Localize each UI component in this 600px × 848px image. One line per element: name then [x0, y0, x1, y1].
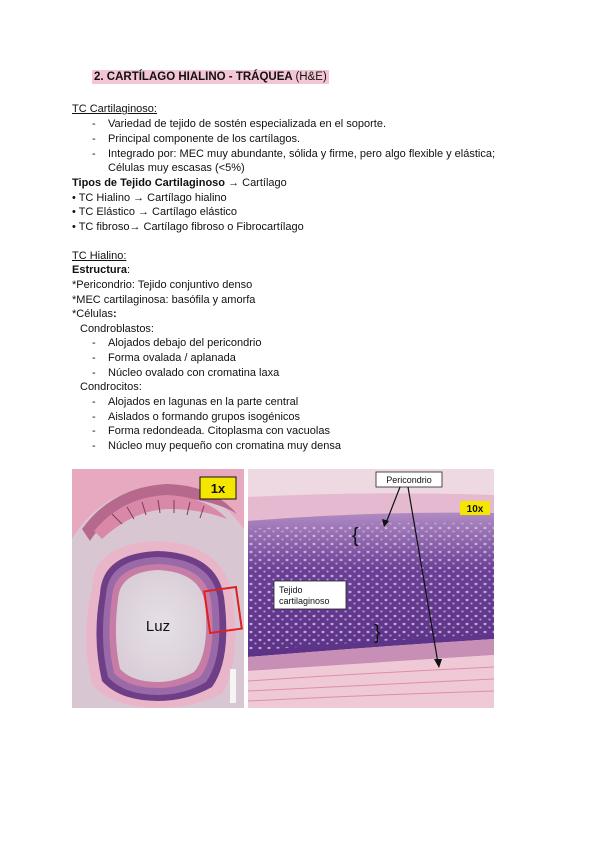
- hyaline-cartilage-micrograph-10x: [248, 469, 494, 708]
- magnification-label-10x: 10x: [466, 504, 484, 515]
- estructura-line: [72, 263, 130, 277]
- section-title-text: 2. CARTÍLAGO HIALINO - TRÁQUEA: [94, 71, 293, 83]
- list-item: Alojados debajo del pericondrio: [108, 337, 262, 349]
- condrocitos-heading: Condrocitos:: [80, 381, 142, 393]
- cartilage-micrograph-svg: [248, 469, 494, 708]
- pericondrio-label: Pericondrio: [386, 475, 432, 485]
- list-dash: -: [92, 133, 96, 145]
- bullet-item: • TC Hialino → Cartílago hialino: [72, 192, 227, 204]
- estructura-label: Estructura: [72, 264, 128, 276]
- tejido-label-line2: cartilaginoso: [279, 596, 330, 606]
- tipos-line: [72, 176, 287, 190]
- list-item: Aislados o formando grupos isogénicos: [108, 411, 301, 423]
- list-item: Núcleo ovalado con cromatina laxa: [108, 367, 280, 379]
- celulas-label: *Células: [72, 308, 113, 320]
- list-item-continuation: Células muy escasas (<5%): [108, 162, 245, 174]
- bullet-item: • TC Elástico → Cartílago elástico: [72, 206, 238, 218]
- tc-cartilaginoso-heading: TC Cartilaginoso:: [72, 103, 157, 115]
- brace-lower-icon: }: [374, 622, 381, 644]
- list-item: Núcleo muy pequeño con cromatina muy densa: [108, 440, 341, 452]
- trachea-micrograph-svg: [72, 469, 244, 708]
- list-dash: -: [92, 337, 96, 349]
- estructura-colon: :: [127, 264, 131, 276]
- pericondrio-line: *Pericondrio: Tejido conjuntivo denso: [72, 279, 253, 291]
- list-dash: -: [92, 148, 96, 160]
- list-dash: -: [92, 440, 96, 452]
- bullet-item: • TC fibroso→ Cartílago fibroso o Fibrocartílago: [72, 221, 304, 233]
- tejido-label-line1: Tejido: [279, 585, 303, 595]
- list-dash: -: [92, 352, 96, 364]
- trachea-micrograph-1x: [72, 469, 244, 708]
- lumen-label: Luz: [145, 618, 171, 635]
- tipos-rest: → Cartílago: [228, 177, 287, 189]
- stain-label: (H&E): [295, 71, 327, 83]
- list-dash: -: [92, 367, 96, 379]
- mec-line: *MEC cartilaginosa: basófila y amorfa: [72, 294, 256, 306]
- brace-upper-icon: {: [352, 525, 359, 547]
- list-item: Variedad de tejido de sostén especializada en el soporte.: [108, 118, 387, 130]
- tipos-bold: Tipos de Tejido Cartilaginoso: [72, 177, 225, 189]
- list-item: Alojados en lagunas en la parte central: [108, 396, 299, 408]
- tc-hialino-heading: TC Hialino:: [72, 250, 127, 262]
- list-dash: -: [92, 411, 96, 423]
- list-dash: -: [92, 425, 96, 437]
- list-item: Principal componente de los cartílagos.: [108, 133, 300, 145]
- celulas-colon: :: [112, 308, 117, 320]
- list-item: Forma ovalada / aplanada: [108, 352, 236, 364]
- list-dash: -: [92, 118, 96, 130]
- list-item: Integrado por: MEC muy abundante, sólida y firme, pero algo flexible y elástica;: [108, 148, 496, 160]
- magnification-label-1x: 1x: [210, 481, 226, 496]
- section-title: [92, 70, 329, 84]
- list-dash: -: [92, 396, 96, 408]
- celulas-line: [72, 307, 117, 321]
- condroblastos-heading: Condroblastos:: [80, 323, 154, 335]
- list-item: Forma redondeada. Citoplasma con vacuolas: [108, 425, 330, 437]
